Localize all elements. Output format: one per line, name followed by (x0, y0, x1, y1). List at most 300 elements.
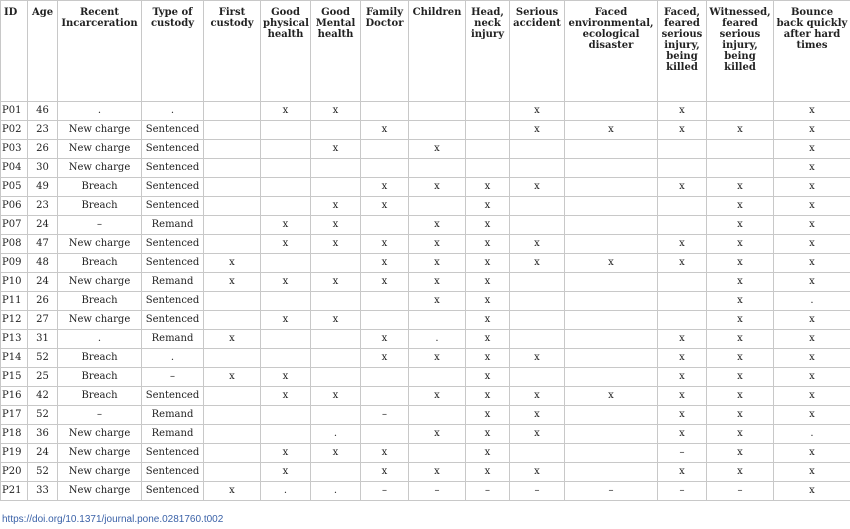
table-cell (565, 444, 658, 463)
table-cell: x (707, 311, 774, 330)
table-cell (261, 406, 311, 425)
table-cell (707, 102, 774, 121)
table-cell: 26 (28, 140, 58, 159)
table-cell: x (658, 235, 707, 254)
table-cell (261, 159, 311, 178)
table-row (1, 463, 850, 482)
table-cell (510, 273, 565, 292)
table-cell: x (261, 235, 311, 254)
table-cell: . (58, 102, 142, 121)
table-cell: x (707, 254, 774, 273)
table-cell: x (774, 311, 850, 330)
table-row (1, 444, 850, 463)
table-cell: x (774, 406, 850, 425)
table-cell (658, 159, 707, 178)
table-cell: Remand (142, 406, 204, 425)
table-cell (409, 121, 466, 140)
table-cell: 52 (28, 406, 58, 425)
table-cell: x (261, 387, 311, 406)
table-cell: x (774, 482, 850, 501)
table-cell: x (658, 254, 707, 273)
table-cell (510, 330, 565, 349)
header-age: Age (28, 1, 58, 102)
table-cell: x (311, 216, 361, 235)
table-cell (204, 102, 261, 121)
table-cell: x (658, 406, 707, 425)
table-cell: x (658, 463, 707, 482)
table-cell: x (311, 235, 361, 254)
header-row (1, 1, 850, 102)
table-cell: x (311, 140, 361, 159)
table-cell: x (409, 292, 466, 311)
participant-id-cell: P03 (1, 140, 28, 159)
table-cell: x (510, 178, 565, 197)
participant-id-cell: P12 (1, 311, 28, 330)
table-cell: . (311, 482, 361, 501)
header-type-of-custody: Type of custody (142, 1, 204, 102)
table-cell: x (707, 387, 774, 406)
table-cell: 24 (28, 216, 58, 235)
table-cell: x (466, 425, 510, 444)
participant-id-cell: P15 (1, 368, 28, 387)
table-cell (204, 406, 261, 425)
table-cell: x (707, 216, 774, 235)
table-cell (565, 159, 658, 178)
table-row (1, 159, 850, 178)
table-cell (409, 102, 466, 121)
table-cell: x (774, 121, 850, 140)
table-cell: x (707, 121, 774, 140)
table-cell: x (466, 292, 510, 311)
table-cell: x (707, 463, 774, 482)
table-cell: . (261, 482, 311, 501)
header-serious-accident: Serious accident (510, 1, 565, 102)
header-environmental-disaster: Faced environmental, ecological disaster (565, 1, 658, 102)
table-cell: x (774, 368, 850, 387)
header-faced-serious-injury: Faced, feared serious injury, being killed (658, 1, 707, 102)
table-cell: x (409, 235, 466, 254)
table-cell (311, 178, 361, 197)
table-cell: . (58, 330, 142, 349)
table-cell: – (58, 406, 142, 425)
table-cell: x (311, 444, 361, 463)
table-cell: x (361, 235, 409, 254)
table-cell (261, 197, 311, 216)
table-cell (409, 311, 466, 330)
table-cell: x (204, 482, 261, 501)
table-cell: x (774, 330, 850, 349)
table-cell: Sentenced (142, 197, 204, 216)
table-cell: x (707, 292, 774, 311)
table-cell (204, 292, 261, 311)
table-cell: Sentenced (142, 311, 204, 330)
table-row (1, 197, 850, 216)
table-cell: 52 (28, 463, 58, 482)
table-row (1, 368, 850, 387)
table-cell: x (409, 178, 466, 197)
table-cell: x (658, 349, 707, 368)
table-cell: New charge (58, 159, 142, 178)
table-cell (658, 311, 707, 330)
table-cell (204, 235, 261, 254)
table-cell: x (774, 140, 850, 159)
table-cell: x (707, 197, 774, 216)
table-cell (311, 406, 361, 425)
participant-id-cell: P20 (1, 463, 28, 482)
table-cell: x (707, 273, 774, 292)
table-cell (565, 349, 658, 368)
participant-id-cell: P11 (1, 292, 28, 311)
table-cell: x (466, 330, 510, 349)
table-cell: . (774, 292, 850, 311)
table-cell: – (565, 482, 658, 501)
table-cell: New charge (58, 235, 142, 254)
table-cell: 23 (28, 121, 58, 140)
table-cell: x (510, 463, 565, 482)
table-cell: New charge (58, 273, 142, 292)
participant-id-cell: P02 (1, 121, 28, 140)
table-cell (204, 140, 261, 159)
table-cell (565, 216, 658, 235)
table-cell: Breach (58, 368, 142, 387)
table-cell: x (204, 273, 261, 292)
table-cell: Sentenced (142, 482, 204, 501)
table-cell (261, 140, 311, 159)
table-cell: x (409, 254, 466, 273)
table-cell: Breach (58, 254, 142, 273)
table-cell (311, 349, 361, 368)
participant-id-cell: P21 (1, 482, 28, 501)
table-cell: x (774, 178, 850, 197)
participant-id-cell: P10 (1, 273, 28, 292)
table-cell: Sentenced (142, 463, 204, 482)
table-cell: 49 (28, 178, 58, 197)
table-cell: New charge (58, 140, 142, 159)
table-cell (510, 197, 565, 216)
table-cell: 26 (28, 292, 58, 311)
table-cell: – (466, 482, 510, 501)
table-cell (204, 463, 261, 482)
table-cell: x (466, 273, 510, 292)
table-cell: 24 (28, 273, 58, 292)
table-cell: x (707, 425, 774, 444)
table-cell: Breach (58, 387, 142, 406)
table-cell: x (466, 178, 510, 197)
table-row (1, 330, 850, 349)
table-cell (466, 121, 510, 140)
table-row (1, 102, 850, 121)
table-cell: x (466, 368, 510, 387)
table-cell: . (142, 349, 204, 368)
table-cell: 27 (28, 311, 58, 330)
table-row (1, 254, 850, 273)
table-cell: x (409, 140, 466, 159)
table-cell: New charge (58, 311, 142, 330)
table-cell: x (565, 387, 658, 406)
table-cell: x (466, 197, 510, 216)
table-cell: x (774, 235, 850, 254)
table-cell: x (707, 444, 774, 463)
table-cell: x (361, 444, 409, 463)
table-cell: x (658, 121, 707, 140)
table-cell (204, 444, 261, 463)
table-cell: Sentenced (142, 121, 204, 140)
table-cell: – (658, 444, 707, 463)
table-cell (361, 311, 409, 330)
table-cell: x (774, 102, 850, 121)
table-cell (361, 159, 409, 178)
table-body (1, 102, 850, 501)
table-cell: x (466, 311, 510, 330)
table-cell (311, 368, 361, 387)
table-cell (204, 349, 261, 368)
table-row (1, 349, 850, 368)
table-cell (361, 292, 409, 311)
table-row (1, 292, 850, 311)
header-id: ID (1, 1, 28, 102)
table-cell (565, 140, 658, 159)
table-cell: x (510, 254, 565, 273)
table-cell: x (658, 330, 707, 349)
participant-id-cell: P01 (1, 102, 28, 121)
table-cell (409, 159, 466, 178)
table-cell: Remand (142, 216, 204, 235)
table-cell: 48 (28, 254, 58, 273)
table-cell: x (409, 216, 466, 235)
table-cell: . (142, 102, 204, 121)
table-cell: x (707, 406, 774, 425)
table-cell: x (311, 311, 361, 330)
participant-id-cell: P08 (1, 235, 28, 254)
table-cell: x (361, 463, 409, 482)
table-cell (261, 254, 311, 273)
table-cell: x (409, 463, 466, 482)
table-cell (204, 425, 261, 444)
header-first-custody: First custody (204, 1, 261, 102)
table-cell: – (409, 482, 466, 501)
table-cell: Sentenced (142, 178, 204, 197)
header-children: Children (409, 1, 466, 102)
participant-id-cell: P07 (1, 216, 28, 235)
table-cell: x (311, 387, 361, 406)
table-cell: x (707, 368, 774, 387)
table-cell: x (510, 387, 565, 406)
participant-id-cell: P17 (1, 406, 28, 425)
table-cell: x (409, 425, 466, 444)
table-cell (510, 292, 565, 311)
table-cell: x (409, 349, 466, 368)
table-cell: 52 (28, 349, 58, 368)
table-cell: x (361, 273, 409, 292)
table-cell: x (466, 463, 510, 482)
table-cell: x (361, 330, 409, 349)
table-cell (565, 292, 658, 311)
table-cell: x (707, 330, 774, 349)
table-cell: x (658, 368, 707, 387)
table-row (1, 178, 850, 197)
table-cell (565, 102, 658, 121)
table-cell (204, 197, 261, 216)
table-cell: x (707, 235, 774, 254)
table-cell: x (658, 425, 707, 444)
table-cell: x (466, 406, 510, 425)
participant-id-cell: P18 (1, 425, 28, 444)
participant-id-cell: P09 (1, 254, 28, 273)
table-cell (707, 140, 774, 159)
table-cell: x (261, 444, 311, 463)
table-row (1, 216, 850, 235)
header-bounce-back: Bounce back quickly after hard times (774, 1, 850, 102)
table-cell: 46 (28, 102, 58, 121)
table-cell: x (774, 197, 850, 216)
table-cell: x (658, 102, 707, 121)
table-cell (204, 216, 261, 235)
table-cell: x (311, 273, 361, 292)
table-cell (510, 159, 565, 178)
table-cell (510, 216, 565, 235)
table-cell: – (361, 482, 409, 501)
table-cell (658, 216, 707, 235)
table-cell (311, 159, 361, 178)
table-cell: 33 (28, 482, 58, 501)
table-cell (261, 292, 311, 311)
header-recent-incarceration: Recent Incarceration (58, 1, 142, 102)
table-cell: x (466, 444, 510, 463)
participant-id-cell: P05 (1, 178, 28, 197)
table-cell: x (658, 178, 707, 197)
table-cell (510, 311, 565, 330)
table-cell: x (774, 444, 850, 463)
header-good-physical-health: Good physical health (261, 1, 311, 102)
table-cell: x (261, 463, 311, 482)
table-cell: x (658, 387, 707, 406)
table-row (1, 235, 850, 254)
table-cell (565, 406, 658, 425)
table-cell: x (204, 254, 261, 273)
table-cell: x (510, 235, 565, 254)
table-cell: Sentenced (142, 444, 204, 463)
table-row (1, 273, 850, 292)
table-cell: New charge (58, 482, 142, 501)
table-cell: x (409, 387, 466, 406)
table-cell (565, 178, 658, 197)
table-cell (311, 463, 361, 482)
table-cell: Sentenced (142, 387, 204, 406)
table-cell (658, 140, 707, 159)
table-cell: x (261, 368, 311, 387)
table-cell: x (774, 273, 850, 292)
table-cell: Sentenced (142, 235, 204, 254)
table-cell (261, 178, 311, 197)
table-cell: 36 (28, 425, 58, 444)
table-cell: . (774, 425, 850, 444)
table-cell (261, 425, 311, 444)
table-cell: x (261, 311, 311, 330)
table-cell (361, 216, 409, 235)
table-cell: Sentenced (142, 140, 204, 159)
table-cell (565, 235, 658, 254)
table-cell: x (565, 254, 658, 273)
table-cell (204, 121, 261, 140)
table-cell (311, 292, 361, 311)
table-cell: x (510, 406, 565, 425)
table-cell: Breach (58, 197, 142, 216)
table-cell: x (261, 102, 311, 121)
participant-id-cell: P16 (1, 387, 28, 406)
table-cell (658, 197, 707, 216)
header-family-doctor: Family Doctor (361, 1, 409, 102)
participant-id-cell: P04 (1, 159, 28, 178)
table-cell: Remand (142, 273, 204, 292)
header-good-mental-health: Good Mental health (311, 1, 361, 102)
table-cell: x (707, 349, 774, 368)
table-cell: . (409, 330, 466, 349)
table-cell (658, 292, 707, 311)
table-row (1, 121, 850, 140)
table-cell: – (58, 216, 142, 235)
table-cell: Sentenced (142, 292, 204, 311)
participant-id-cell: P06 (1, 197, 28, 216)
table-cell: x (361, 254, 409, 273)
table-cell: x (565, 121, 658, 140)
table-cell: x (774, 216, 850, 235)
participant-id-cell: P19 (1, 444, 28, 463)
table-cell: x (261, 273, 311, 292)
table-cell (204, 387, 261, 406)
table-cell: x (774, 387, 850, 406)
table-row (1, 406, 850, 425)
table-cell: 47 (28, 235, 58, 254)
table-cell: x (510, 425, 565, 444)
table-cell: Sentenced (142, 159, 204, 178)
header-witnessed-serious-injury: Witnessed, feared serious injury, being killed (707, 1, 774, 102)
table-cell (311, 121, 361, 140)
table-cell (565, 197, 658, 216)
table-cell: x (774, 463, 850, 482)
table-cell: x (466, 387, 510, 406)
participant-id-cell: P13 (1, 330, 28, 349)
table-cell: Remand (142, 330, 204, 349)
table-cell: x (466, 254, 510, 273)
table-cell: x (466, 216, 510, 235)
table-cell (311, 254, 361, 273)
table-cell: 31 (28, 330, 58, 349)
table-row (1, 482, 850, 501)
table-cell: New charge (58, 425, 142, 444)
table-cell: 25 (28, 368, 58, 387)
table-cell: x (510, 102, 565, 121)
table-cell (204, 178, 261, 197)
doi-link[interactable]: https://doi.org/10.1371/journal.pone.0281760.t002 (2, 514, 224, 525)
table-cell (565, 311, 658, 330)
table-cell: x (774, 349, 850, 368)
table-cell: x (311, 197, 361, 216)
table-cell: x (510, 121, 565, 140)
table-cell (565, 425, 658, 444)
table-cell (510, 368, 565, 387)
table-cell (466, 140, 510, 159)
table-cell: New charge (58, 121, 142, 140)
table-cell: 24 (28, 444, 58, 463)
table-cell: Breach (58, 349, 142, 368)
table-cell: x (466, 235, 510, 254)
table-cell: – (361, 406, 409, 425)
table-cell (510, 140, 565, 159)
table-cell (658, 273, 707, 292)
table-cell: x (707, 178, 774, 197)
table-cell (565, 463, 658, 482)
table-cell (466, 102, 510, 121)
